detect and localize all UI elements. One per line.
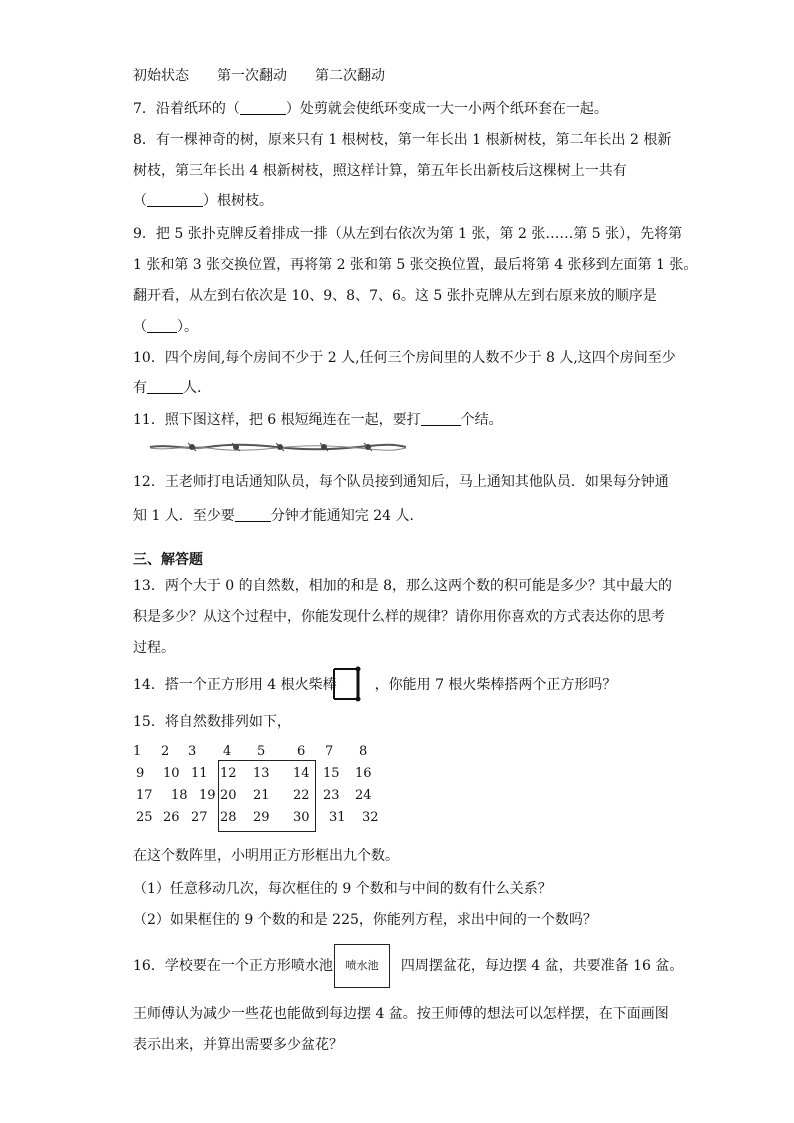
worksheet-page: 初始状态 第一次翻动 第二次翻动 7．沿着纸环的（ ）处剪就会使纸环变成一大一小两个纸环套在一起。 8．有一棵神奇的树，原来只有 1 根树枝，第一年长出 1 根新树枝，第二年长出 2 根新 树枝，第三年长出 4 根新树枝，照这样计算，第五年长出新枝后这棵树上一共有 （ ）根树枝。 9．把 5 张扑克牌反着排成一排（从左到右依次为第 1 张，第 2 张……第 5 张），先将第 1 张和第 3 张交换位置，再将第 2 张和第 5 张交换位置，最后将第 4 张移到左面第 1 张。 翻开看，从左到右依次是 10、9、8、7、6。这 5 张扑克牌从左到右原来放的顺序是 （ ）。 10．四个房间,每个房间不少于 2 人,任何三个房间里的人数不少于 8 人,这四个房间至少 有 人. 11．照下图这样，把 6 根短绳连在一起，要打 个结。 12．王老师打电话通知队员，每个队员接到通知后，马上通知其他队员．如果每分钟通 知 1 人．至少要 分钟才能通知完 24 人． 三、解答题 13．两个大于 0 的自然数，相加的和是 8，那么这两个数的积可能是多少？其中最大的 积是多少？从这个过程中，你能发现什么样的规律？请你用你喜欢的方式表达你的思考 过程。 14．搭一个正方形用 4 根火柴棒 ，你能用 7 根火柴棒搭两个正方形吗？ 15．将自然数排列如下， 1 2 3 4 5 6 7 8 9 10 11 12 13 14 15 16 17 18 19 20 21 22 23 24 25 26 27 28 29 30 31 32 在这个数阵里，小明用正方形框出九个数。 （1）任意移动几次，每次框住的 9 个数和与中间的数有什么关系？ （2）如果框住的 9 个数的和是 225，你能列方程，求出中间的一个数吗？ 16．学校要在一个正方形喷水池 四周摆盆花，每边摆 4 盆，共要准备 16 盆。 喷水池 王师傅认为减少一些花也能做到每边摆 4 盆。按王师傅的想法可以怎样摆，在下面画图 表示出来，并算出需要多少盆花？ <box>133 68 698 1053</box>
grid-number: 28 <box>220 810 237 825</box>
fountain-box: 喷水池 <box>334 944 390 988</box>
grid-number: 3 <box>188 744 197 759</box>
grid-number: 9 <box>136 766 145 781</box>
grid-number: 13 <box>253 766 270 781</box>
question-15-text: 在这个数阵里，小明用正方形框出九个数。 <box>133 848 399 864</box>
question-7: 7．沿着纸环的（ ）处剪就会使纸环变成一大一小两个纸环套在一起。 <box>133 101 608 117</box>
flip-header-row: 初始状态 第一次翻动 第二次翻动 <box>133 68 385 84</box>
answer-blank-7[interactable] <box>240 100 286 115</box>
grid-number: 7 <box>325 744 334 759</box>
grid-number: 20 <box>220 788 237 803</box>
question-16-line1: 16．学校要在一个正方形喷水池 四周摆盆花，每边摆 4 盆，共要准备 16 盆。 <box>133 958 684 974</box>
grid-number: 25 <box>136 810 153 825</box>
grid-number: 19 <box>199 788 216 803</box>
grid-number: 12 <box>220 766 237 781</box>
grid-number: 2 <box>161 744 170 759</box>
grid-number: 8 <box>359 744 368 759</box>
grid-number: 18 <box>171 788 188 803</box>
grid-number: 31 <box>329 810 346 825</box>
grid-number: 16 <box>355 766 372 781</box>
question-11: 11．照下图这样，把 6 根短绳连在一起，要打 个结。 <box>133 412 503 428</box>
grid-number: 15 <box>323 766 340 781</box>
grid-number: 32 <box>362 810 379 825</box>
answer-blank-8[interactable] <box>147 192 203 207</box>
grid-number: 14 <box>293 766 310 781</box>
grid-number: 17 <box>136 788 153 803</box>
grid-number: 27 <box>191 810 208 825</box>
answer-blank-10[interactable] <box>147 379 183 394</box>
knot-icon <box>276 443 284 451</box>
answer-blank-9[interactable] <box>147 318 177 333</box>
answer-blank-12[interactable] <box>235 507 271 522</box>
question-15-intro: 15．将自然数排列如下， <box>133 714 291 730</box>
question-16-line2: 王师傅认为减少一些花也能做到每边摆 4 盆。按王师傅的想法可以怎样摆，在下面画图 <box>133 1006 669 1022</box>
grid-number: 24 <box>355 788 372 803</box>
grid-number: 5 <box>257 744 266 759</box>
grid-number: 22 <box>293 788 310 803</box>
grid-number: 30 <box>293 810 310 825</box>
grid-number: 6 <box>297 744 306 759</box>
knot-icon <box>188 443 196 451</box>
rope-knots-figure <box>148 440 408 454</box>
selection-square-frame <box>218 760 316 832</box>
grid-number: 26 <box>163 810 180 825</box>
grid-number: 21 <box>253 788 270 803</box>
section-heading-3: 三、解答题 <box>133 552 203 568</box>
grid-number: 10 <box>163 766 180 781</box>
knot-icon <box>364 443 372 451</box>
question-14: 14．搭一个正方形用 4 根火柴棒 ，你能用 7 根火柴棒搭两个正方形吗？ <box>133 677 617 693</box>
grid-number: 11 <box>191 766 208 781</box>
question-15-part2: （2）如果框住的 9 个数的和是 225，你能列方程，求出中间的一个数吗？ <box>133 912 597 928</box>
grid-number: 1 <box>133 744 142 759</box>
matchstick-square-icon <box>330 666 362 702</box>
grid-number: 23 <box>323 788 340 803</box>
question-16-line3: 表示出来，并算出需要多少盆花？ <box>133 1037 343 1053</box>
question-15-part1: （1）任意移动几次，每次框住的 9 个数和与中间的数有什么关系？ <box>133 881 552 897</box>
grid-number: 29 <box>253 810 270 825</box>
answer-blank-11[interactable] <box>421 411 461 426</box>
grid-number: 4 <box>223 744 232 759</box>
